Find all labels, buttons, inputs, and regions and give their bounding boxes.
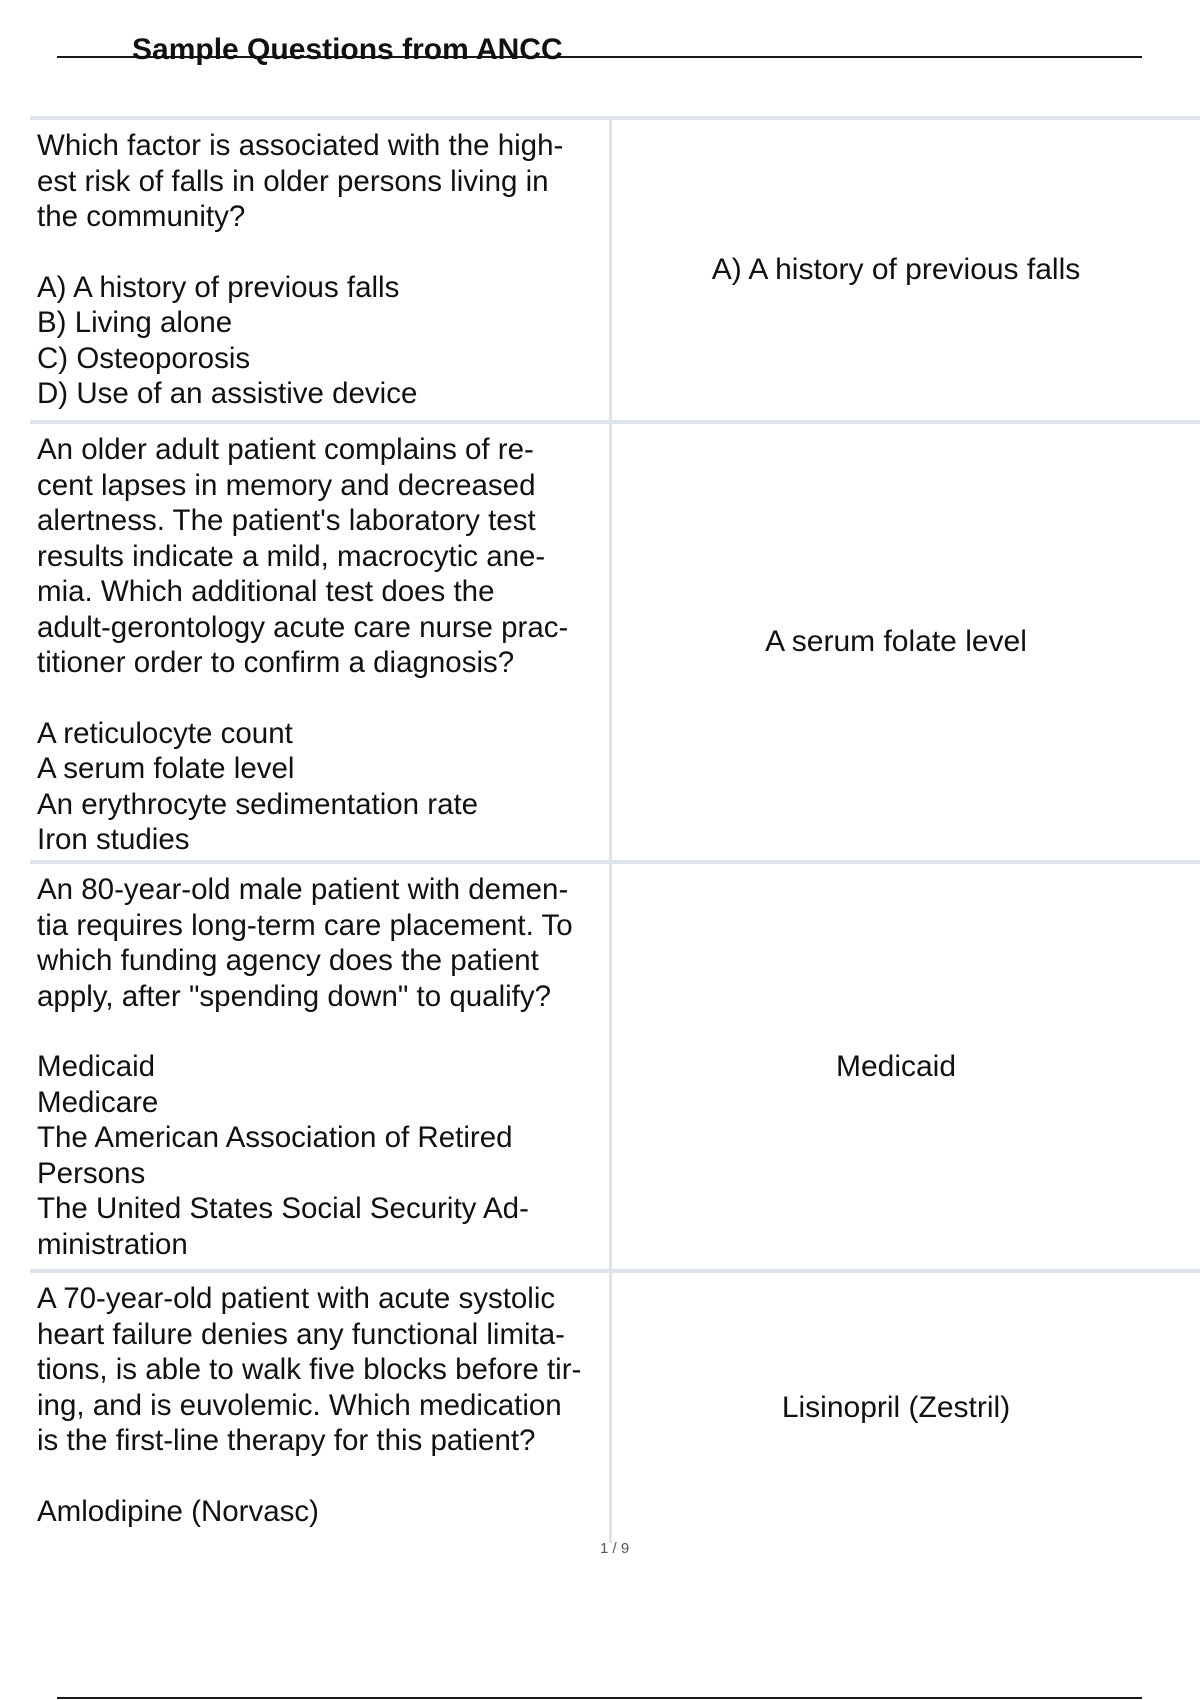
correct-answer: Lisinopril (Zestril) (781, 1391, 1011, 1424)
answer-cell (612, 120, 1200, 420)
answer-option: Medicaid (37, 1050, 156, 1083)
answer-options (37, 716, 609, 858)
correct-answer: Medicaid (835, 1049, 957, 1083)
flashcard-row (30, 420, 1200, 860)
answer-option: Medicare (37, 1085, 159, 1119)
flashcard-row (30, 1269, 1200, 1543)
answer-option: The American Association of Retired Persons (37, 1121, 513, 1190)
answer-cell (612, 864, 1200, 1269)
flashcard-row (30, 860, 1200, 1269)
answer-option: The United States Social Security Ad- ministration (37, 1192, 529, 1261)
answer-option: A) A history of previous falls (37, 270, 400, 304)
correct-answer: A serum folate level (765, 625, 1027, 658)
page-indicator: 1 / 9 (600, 1540, 630, 1557)
answer-option: D) Use of an assistive device (37, 377, 418, 410)
question-cell (30, 424, 612, 860)
question-stem: Which factor is associated with the high- est risk of falls in older persons living in the community? (37, 129, 564, 233)
answer-option: A serum folate level (37, 752, 295, 785)
answer-option: B) Living alone (37, 306, 233, 339)
footer-rule (57, 1697, 1142, 1699)
answer-option: Iron studies (37, 823, 190, 856)
answer-option: Amlodipine (Norvasc) (37, 1494, 319, 1528)
question-cell (30, 864, 612, 1269)
document-title: Sample Questions from ANCC (132, 33, 563, 66)
question-stem: An 80-year-old male patient with demen- tia requires long-term care placement. To which funding agency does the patient apply, after "spending down" to qualify? (37, 873, 573, 1013)
document-header (57, 28, 1142, 66)
answer-options (37, 1049, 609, 1262)
answer-options (37, 270, 609, 412)
question-cell (30, 120, 612, 420)
answer-option: C) Osteoporosis (37, 341, 251, 375)
answer-options (37, 1494, 609, 1530)
question-stem: A 70-year-old patient with acute systolic heart failure denies any functional limita- tions, is able to walk five blocks before tir- ing, and is euvolemic. Which medication is the first-line therapy for this patient? (37, 1282, 582, 1457)
question-cell (30, 1273, 612, 1543)
flashcard-table (30, 116, 1200, 1543)
answer-option: A reticulocyte count (37, 716, 293, 750)
flashcard-row (30, 116, 1200, 420)
answer-option: An erythrocyte sedimentation rate (37, 787, 479, 821)
question-stem: An older adult patient complains of re- cent lapses in memory and decreased alertness. The patient's laboratory test results indicate a mild, macrocytic ane- mia. Which additional test does the adult-gerontology acute care nurse prac- titioner order to confirm a diagnosis? (37, 433, 569, 679)
correct-answer: A) A history of previous falls (711, 253, 1081, 286)
answer-cell (612, 1273, 1200, 1543)
answer-cell (612, 424, 1200, 860)
